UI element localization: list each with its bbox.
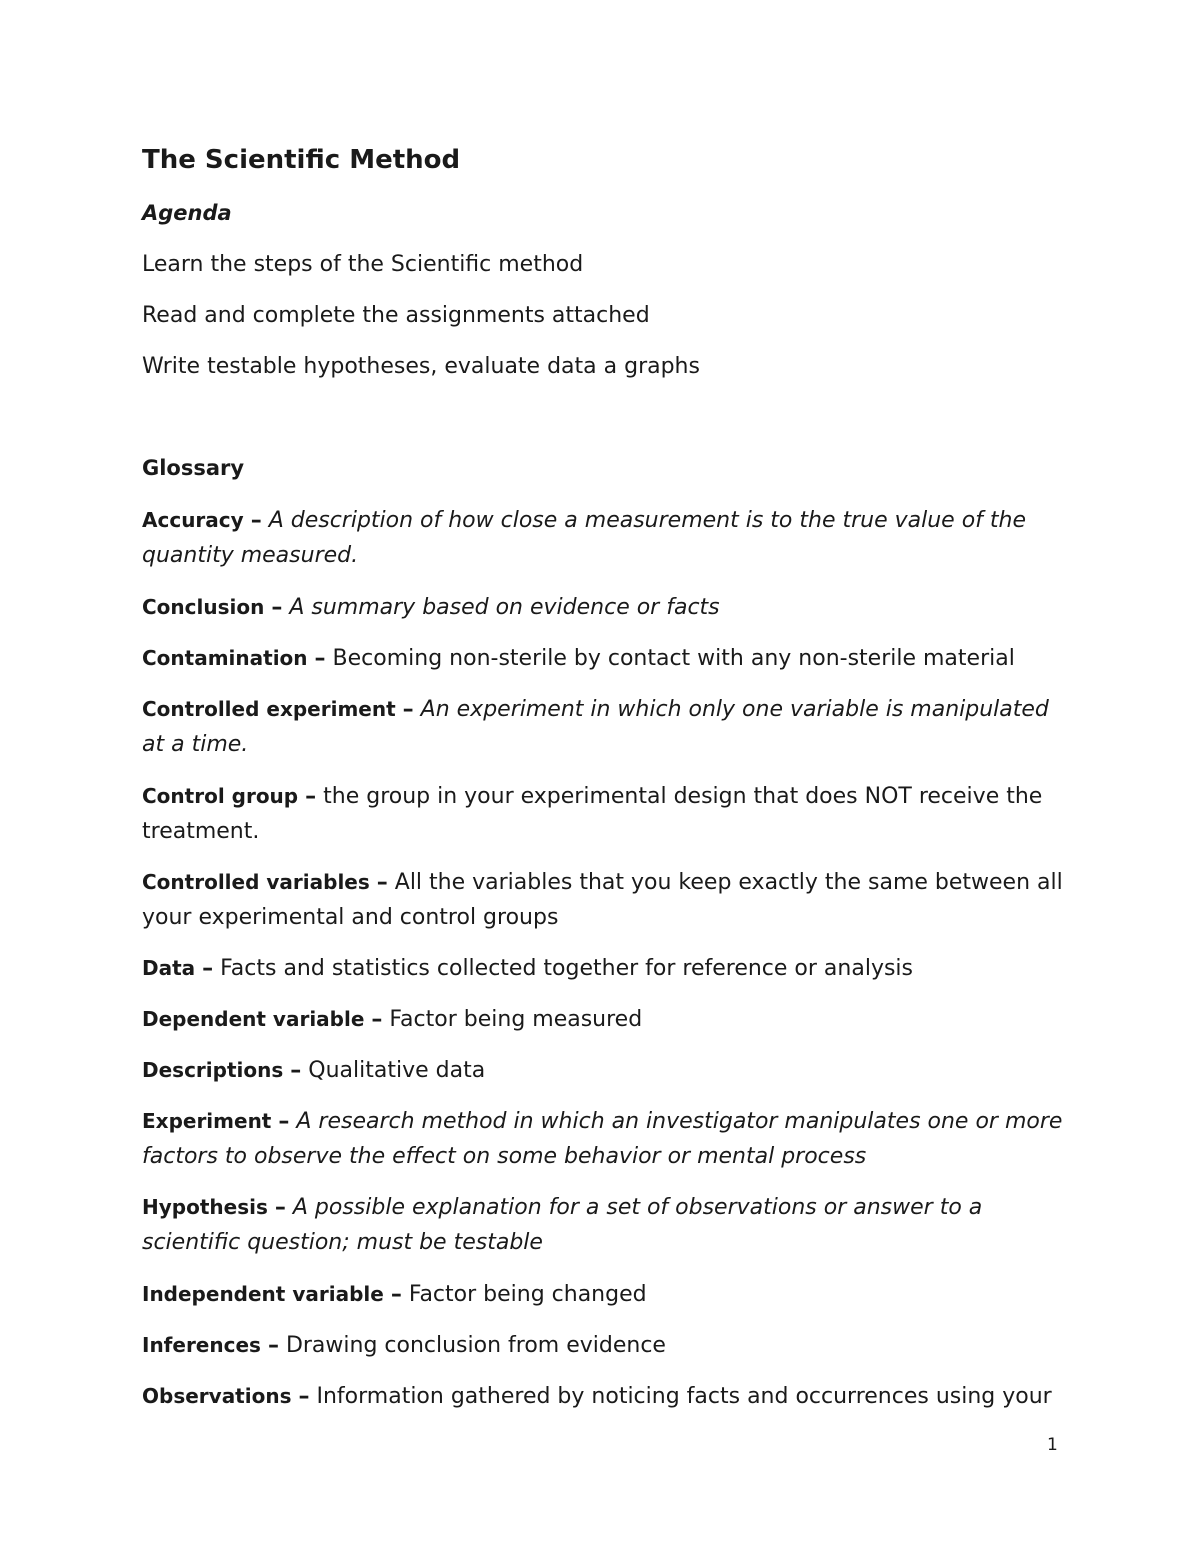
glossary-term: Accuracy xyxy=(142,508,244,532)
glossary-entry-accuracy xyxy=(142,503,1072,573)
agenda-item: Learn the steps of the Scientific method xyxy=(142,252,584,277)
glossary-definition: A possible explanation for a set of observations or answer to a scientific question; must be testable xyxy=(142,1195,983,1255)
glossary-term: Inferences xyxy=(142,1333,261,1357)
glossary-entry-observations xyxy=(142,1379,1072,1414)
glossary-term: Descriptions xyxy=(142,1058,284,1082)
glossary-term: Contamination xyxy=(142,646,308,670)
glossary-term: Conclusion xyxy=(142,595,265,619)
glossary-term: Control group xyxy=(142,784,299,808)
agenda-heading: Agenda xyxy=(142,201,232,225)
term-separator: – xyxy=(402,697,414,722)
term-separator: – xyxy=(202,956,214,981)
glossary-entry-dependent-variable xyxy=(142,1002,1072,1037)
glossary-entry-controlled-experiment xyxy=(142,692,1072,762)
glossary-definition: Facts and statistics collected together for reference or analysis xyxy=(220,956,914,981)
glossary-definition: Qualitative data xyxy=(308,1058,486,1083)
page-title: The Scientific Method xyxy=(142,145,461,175)
glossary-term: Independent variable xyxy=(142,1282,384,1306)
glossary-definition: Factor being measured xyxy=(389,1007,643,1032)
glossary-term: Hypothesis xyxy=(142,1195,268,1219)
term-separator: – xyxy=(371,1007,383,1032)
term-separator: – xyxy=(267,1333,279,1358)
term-separator: – xyxy=(314,646,326,671)
term-separator: – xyxy=(271,595,283,620)
term-separator: – xyxy=(290,1058,302,1083)
glossary-entry-controlled-variables xyxy=(142,865,1072,935)
glossary-term: Dependent variable xyxy=(142,1007,365,1031)
glossary-entry-control-group xyxy=(142,779,1072,849)
term-separator: – xyxy=(278,1109,290,1134)
glossary-definition: All the variables that you keep exactly the same between all your experimental and control groups xyxy=(142,870,1063,930)
term-separator: – xyxy=(305,784,317,809)
term-separator: – xyxy=(390,1282,402,1307)
agenda-item: Write testable hypotheses, evaluate data a graphs xyxy=(142,354,700,379)
glossary-term: Experiment xyxy=(142,1109,272,1133)
page-number: 1 xyxy=(1047,1435,1058,1455)
agenda-item: Read and complete the assignments attached xyxy=(142,303,650,328)
glossary-term: Controlled variables xyxy=(142,870,370,894)
glossary-definition: Information gathered by noticing facts and occurrences using your xyxy=(316,1384,1052,1409)
glossary-entry-conclusion xyxy=(142,590,1072,625)
glossary-term: Data xyxy=(142,956,196,980)
term-separator: – xyxy=(376,870,388,895)
glossary-term: Controlled experiment xyxy=(142,697,396,721)
glossary-definition: Drawing conclusion from evidence xyxy=(285,1333,666,1358)
glossary-entry-hypothesis xyxy=(142,1190,1072,1260)
glossary-entry-descriptions xyxy=(142,1053,1072,1088)
glossary-entry-inferences xyxy=(142,1328,1072,1363)
glossary-definition: An experiment in which only one variable is manipulated at a time. xyxy=(142,697,1049,757)
glossary-entry-experiment xyxy=(142,1104,1072,1174)
glossary-definition: A summary based on evidence or facts xyxy=(289,595,720,620)
glossary-entry-contamination xyxy=(142,641,1072,676)
glossary-definition: A description of how close a measurement is to the true value of the quantity measured. xyxy=(142,508,1027,568)
glossary-definition: Factor being changed xyxy=(408,1282,647,1307)
term-separator: – xyxy=(274,1195,286,1220)
glossary-entry-data xyxy=(142,951,1072,986)
glossary-term: Observations xyxy=(142,1384,292,1408)
glossary-definition: Becoming non-sterile by contact with any non-sterile material xyxy=(332,646,1015,671)
term-separator: – xyxy=(298,1384,310,1409)
glossary-definition: the group in your experimental design that does NOT receive the treatment. xyxy=(142,784,1043,844)
glossary-entry-independent-variable xyxy=(142,1277,1072,1312)
glossary-heading: Glossary xyxy=(142,456,245,480)
glossary-definition: A research method in which an investigator manipulates one or more factors to observe the effect on some behavior or mental process xyxy=(142,1109,1063,1169)
term-separator: – xyxy=(250,508,262,533)
